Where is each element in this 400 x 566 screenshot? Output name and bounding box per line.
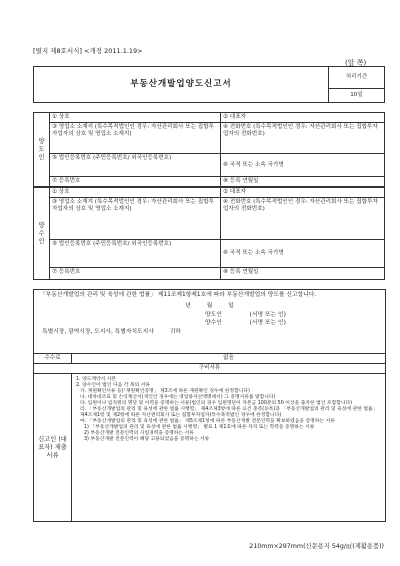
transferor-field-1[interactable]: ① 상호 <box>50 113 221 123</box>
form-title: 부동산개발업양도신고서 <box>34 67 329 103</box>
doc-item: 가. 재원확인서류 등(「재원확인증명」 제3조에 따른 재원확인 경우에 한정합니다) <box>80 389 250 394</box>
transferee-field-5[interactable]: ⑤ 법인등록번호 (주민등록번호/ 외국인등록번호) <box>50 240 221 268</box>
transferee-field-1[interactable]: ① 상호 <box>50 188 221 198</box>
sign-transferor-note: (서명 또는 인) <box>249 312 286 318</box>
transferee-label: 양수인 <box>34 188 50 280</box>
transferor-field-6[interactable]: ⑥ 국적 또는 소속 국가명 <box>221 154 385 177</box>
processing-period-label: 처리기간 <box>329 67 385 89</box>
doc-item: 나. 대차대조표 및 손익계산서(개인인 경우에는 영업용자산액명세서) 그 증명서류를 말합니다) <box>80 395 276 400</box>
transferee-table <box>33 187 385 280</box>
sign-transferee-label: 양수인 <box>205 319 222 326</box>
transferor-field-7[interactable]: ⑦ 등록번호 <box>50 177 221 187</box>
declaration-text: 「부동산개발업의 관리 및 육성에 관한 법률」 제11조제1항제1호에 따라 부동산개발업의 양도를 신고합니다. <box>40 292 317 298</box>
transferor-table <box>33 112 385 187</box>
doc-item: 2. 양수인이 법인 다음 각 목의 서류 <box>76 383 150 388</box>
doc-item: 1. 양도계약서 사본 <box>76 377 117 382</box>
transferee-field-3[interactable]: ③ 영업소 소재지 (특수목적법인인 경우: 자산관리회사 또는 집합투자업자의 상호 및 영업소 소재지) <box>50 198 221 240</box>
paper-spec-footer: 210mm×297mm(신문용지 54g/㎡(재활용품)) <box>249 543 384 550</box>
doc-item: 다. 임원이나 임직원의 명단 및 이력을 증명하는 서류(법인의 경우 임원명단이 자본금 100분의 50 이상을 출자한 법인 포함합니다) <box>80 401 352 406</box>
recipient-suffix: 귀하 <box>169 329 181 335</box>
doc-item: 마. 「부동산개발업의 관리 및 육성에 관한 법률」 제5조제1항에 따른 부동산개발 전문인력을 확보하였음을 증명하는 서류 <box>80 419 335 424</box>
attach-label: 신고인 (대표자) 제출서류 <box>34 374 72 522</box>
docs-header: 구비서류 <box>34 364 386 374</box>
transferor-field-4[interactable]: ④ 전화번호 (특수목적법인인 경우: 자산관리회사 또는 집합투자업자의 전화번호) <box>221 123 385 154</box>
doc-item: 3) 부동산개발 전문인력이 해당 고용되었음을 증명하는 서류 <box>84 437 210 442</box>
transferee-field-2[interactable]: ② 대표자 <box>221 188 385 198</box>
transferee-field-4[interactable]: ④ 전화번호 (특수목적법인인 경우: 자산관리회사 또는 집합투자업자의 전화번호) <box>221 198 385 240</box>
sign-transferee-note: (서명 또는 인) <box>249 319 286 326</box>
transferor-label: 양도인 <box>34 113 50 187</box>
doc-item: 2) 부동산개발 전문인력의 사업경력을 증명하는 서류 <box>84 431 194 436</box>
form-id: [별지 제8호서식] <개정 2011.1.19> <box>33 47 143 55</box>
sign-transferor-label: 양도인 <box>205 312 222 318</box>
transferor-field-8[interactable]: ⑧ 등록 연월일 <box>221 177 385 187</box>
front-label: (앞 쪽) <box>345 59 367 67</box>
docs-list <box>72 374 386 522</box>
doc-item: 1) 「부동산개발업의 관리 및 육성에 관한 법률 시행령」 별표 1 제1호에 따른 자격 또는 학력을 증명하는 서류 <box>84 425 315 430</box>
transferor-field-2[interactable]: ② 대표자 <box>221 113 385 123</box>
transferee-field-7[interactable]: ⑦ 등록번호 <box>50 268 221 280</box>
transferor-field-3[interactable]: ③ 영업소 소재지 (특수목적법인인 경우: 자산관리회사 또는 집합투자업자의 상호 및 영업소 소재지) <box>50 123 221 154</box>
processing-period-value: 10일 <box>329 89 385 103</box>
declaration-table <box>33 289 386 522</box>
date-line: 년 월 일 <box>185 302 234 309</box>
fee-label: 수수료 <box>34 354 72 364</box>
recipient: 특별시장, 광역시장, 도지사, 특별자치도지사 <box>42 329 154 335</box>
title-table <box>33 66 385 103</box>
fee-value: 없음 <box>72 354 386 364</box>
doc-item: 라. 「부동산개발업의 관리 및 육성에 관한 법률 시행령」 제4조제3항에 따른 요건 충족(등록)과 「부동산개발업의 관리 및 육성에 관한 법률」 제4조제1항 및 제2항에 따른 자산관리회사 또는 집합투자업자(특수목적법인 경우에 한정합니다) <box>80 407 378 418</box>
declaration-block <box>34 290 386 354</box>
transferor-field-5[interactable]: ⑤ 법인등록번호 (주민등록번호/ 외국인등록번호) <box>50 154 221 177</box>
transferee-field-8[interactable]: ⑧ 등록 연월일 <box>221 268 385 280</box>
transferee-field-6[interactable]: ⑥ 국적 또는 소속 국가명 <box>221 240 385 268</box>
